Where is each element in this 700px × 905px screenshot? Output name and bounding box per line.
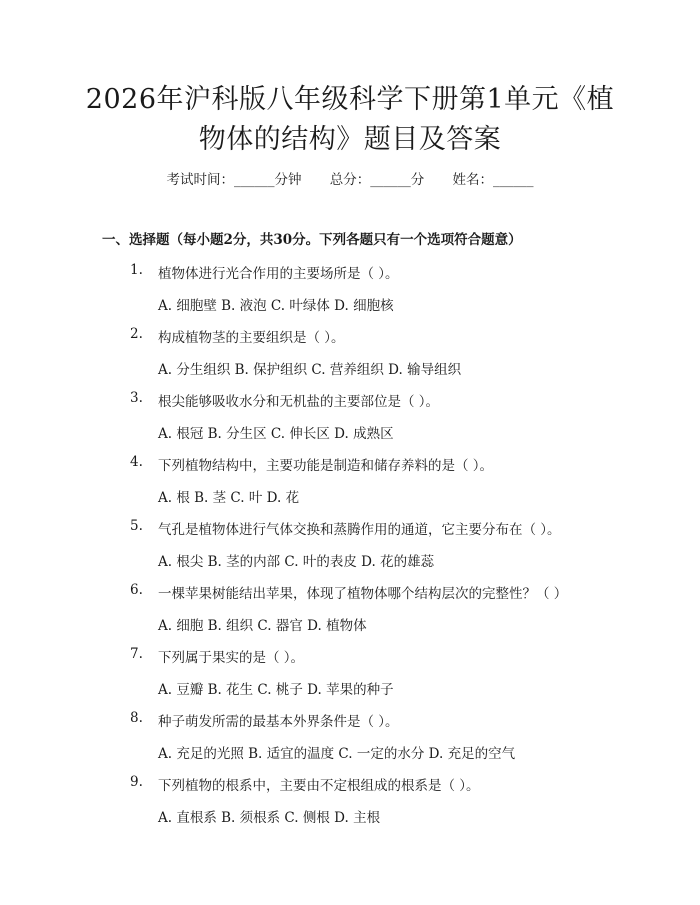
- question-options: A. 豆瓣 B. 花生 C. 桃子 D. 苹果的种子: [158, 682, 394, 698]
- question-stem: 下列植物的根系中，主要由不定根组成的根系是（ ）。: [158, 778, 480, 794]
- question-number: 8.: [130, 710, 143, 726]
- question-stem: 气孔是植物体进行气体交换和蒸腾作用的通道，它主要分布在（ ）。: [158, 522, 561, 538]
- page-title: [60, 80, 640, 160]
- question-number: 5.: [130, 518, 143, 534]
- title-line-1: 2026年沪科版八年级科学下册第1单元《植: [85, 84, 615, 115]
- question-options: A. 根 B. 茎 C. 叶 D. 花: [158, 490, 300, 506]
- question-options: A. 细胞 B. 组织 C. 器官 D. 植物体: [158, 618, 367, 634]
- question-stem: 根尖能够吸收水分和无机盐的主要部位是（ ）。: [158, 394, 440, 410]
- question-stem: 种子萌发所需的最基本外界条件是（ ）。: [158, 714, 399, 730]
- question-number: 2.: [130, 326, 143, 342]
- total-score-field: 总分：______分: [329, 172, 425, 188]
- question-options: A. 根尖 B. 茎的内部 C. 叶的表皮 D. 花的雄蕊: [158, 554, 435, 570]
- question-number: 7.: [130, 646, 143, 662]
- question-options: A. 根冠 B. 分生区 C. 伸长区 D. 成熟区: [158, 426, 394, 442]
- question-number: 3.: [130, 390, 143, 406]
- question-options: A. 细胞壁 B. 液泡 C. 叶绿体 D. 细胞核: [158, 298, 394, 314]
- section-heading-multiple-choice: 一、选择题（每小题2分，共30分。下列各题只有一个选项符合题意）: [102, 232, 522, 248]
- question-number: 9.: [130, 774, 143, 790]
- title-line-2: 物体的结构》题目及答案: [198, 124, 502, 155]
- question-stem: 下列属于果实的是（ ）。: [158, 650, 305, 666]
- question-stem: 下列植物结构中，主要功能是制造和储存养料的是（ ）。: [158, 458, 494, 474]
- question-number: 6.: [130, 582, 143, 598]
- question-options: A. 分生组织 B. 保护组织 C. 营养组织 D. 输导组织: [158, 362, 462, 378]
- question-number: 1.: [130, 262, 143, 278]
- question-stem: 构成植物茎的主要组织是（ ）。: [158, 330, 345, 346]
- question-number: 4.: [130, 454, 143, 470]
- exam-time-field: 考试时间：______分钟: [166, 172, 302, 188]
- exam-meta: [0, 168, 700, 188]
- question-options: A. 充足的光照 B. 适宜的温度 C. 一定的水分 D. 充足的空气: [158, 746, 516, 762]
- question-stem: 植物体进行光合作用的主要场所是（ ）。: [158, 266, 399, 282]
- student-name-field: 姓名：______: [452, 172, 534, 188]
- question-options: A. 直根系 B. 须根系 C. 侧根 D. 主根: [158, 810, 381, 826]
- question-stem: 一棵苹果树能结出苹果，体现了植物体哪个结构层次的完整性？（ ）: [158, 586, 568, 602]
